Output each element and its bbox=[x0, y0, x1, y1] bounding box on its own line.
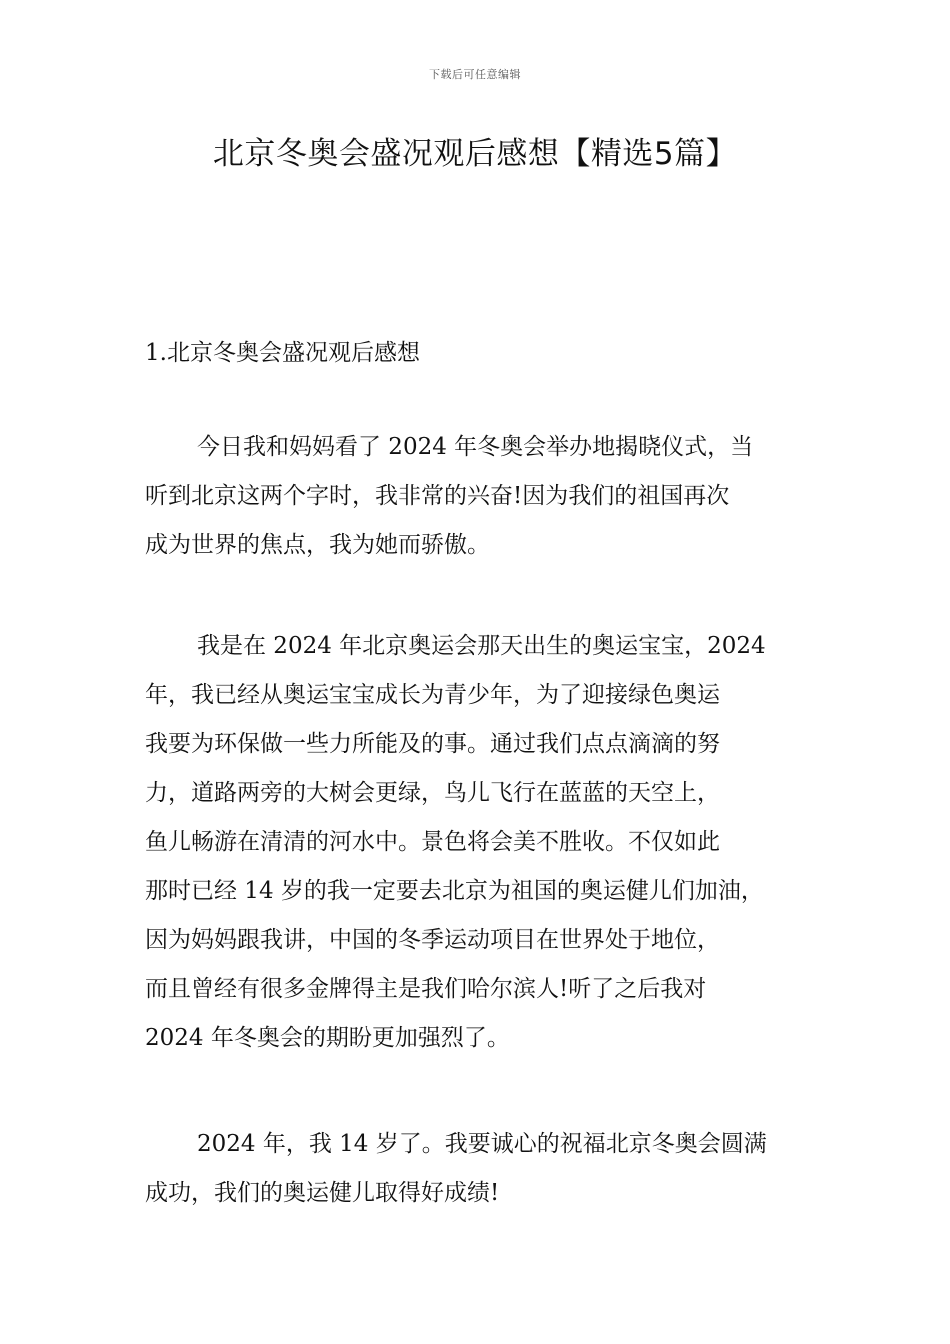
paragraph-line: 力，道路两旁的大树会更绿，鸟儿飞行在蓝蓝的天空上， bbox=[145, 780, 720, 806]
section-heading: 1.北京冬奥会盛况观后感想 bbox=[145, 340, 420, 366]
paragraph-line: 我是在 2024 年北京奥运会那天出生的奥运宝宝，2024 bbox=[197, 633, 766, 659]
paragraph-line: 2024 年冬奥会的期盼更加强烈了。 bbox=[145, 1025, 510, 1051]
paragraph-line: 听到北京这两个字时，我非常的兴奋!因为我们的祖国再次 bbox=[145, 483, 730, 509]
paragraph-line: 成功，我们的奥运健儿取得好成绩! bbox=[145, 1180, 500, 1206]
paragraph-line: 因为妈妈跟我讲，中国的冬季运动项目在世界处于地位， bbox=[145, 927, 720, 953]
header-note: 下载后可任意编辑 bbox=[429, 68, 521, 81]
paragraph-line: 年，我已经从奥运宝宝成长为青少年，为了迎接绿色奥运 bbox=[145, 682, 720, 708]
paragraph-1 bbox=[145, 423, 825, 570]
paragraph-line: 2024 年，我 14 岁了。我要诚心的祝福北京冬奥会圆满 bbox=[197, 1131, 767, 1157]
paragraph-line: 而且曾经有很多金牌得主是我们哈尔滨人!听了之后我对 bbox=[145, 976, 707, 1002]
paragraph-line: 鱼儿畅游在清清的河水中。景色将会美不胜收。不仅如此 bbox=[145, 829, 720, 855]
paragraph-line: 我要为环保做一些力所能及的事。通过我们点点滴滴的努 bbox=[145, 731, 720, 757]
paragraph-3 bbox=[145, 1120, 825, 1218]
paragraph-line: 成为世界的焦点，我为她而骄傲。 bbox=[145, 532, 490, 558]
paragraph-2 bbox=[145, 622, 825, 1063]
paragraph-line: 今日我和妈妈看了 2024 年冬奥会举办地揭晓仪式，当 bbox=[197, 434, 754, 460]
paragraph-line: 那时已经 14 岁的我一定要去北京为祖国的奥运健儿们加油， bbox=[145, 878, 764, 904]
document-title: 北京冬奥会盛况观后感想【精选5篇】 bbox=[212, 136, 738, 172]
